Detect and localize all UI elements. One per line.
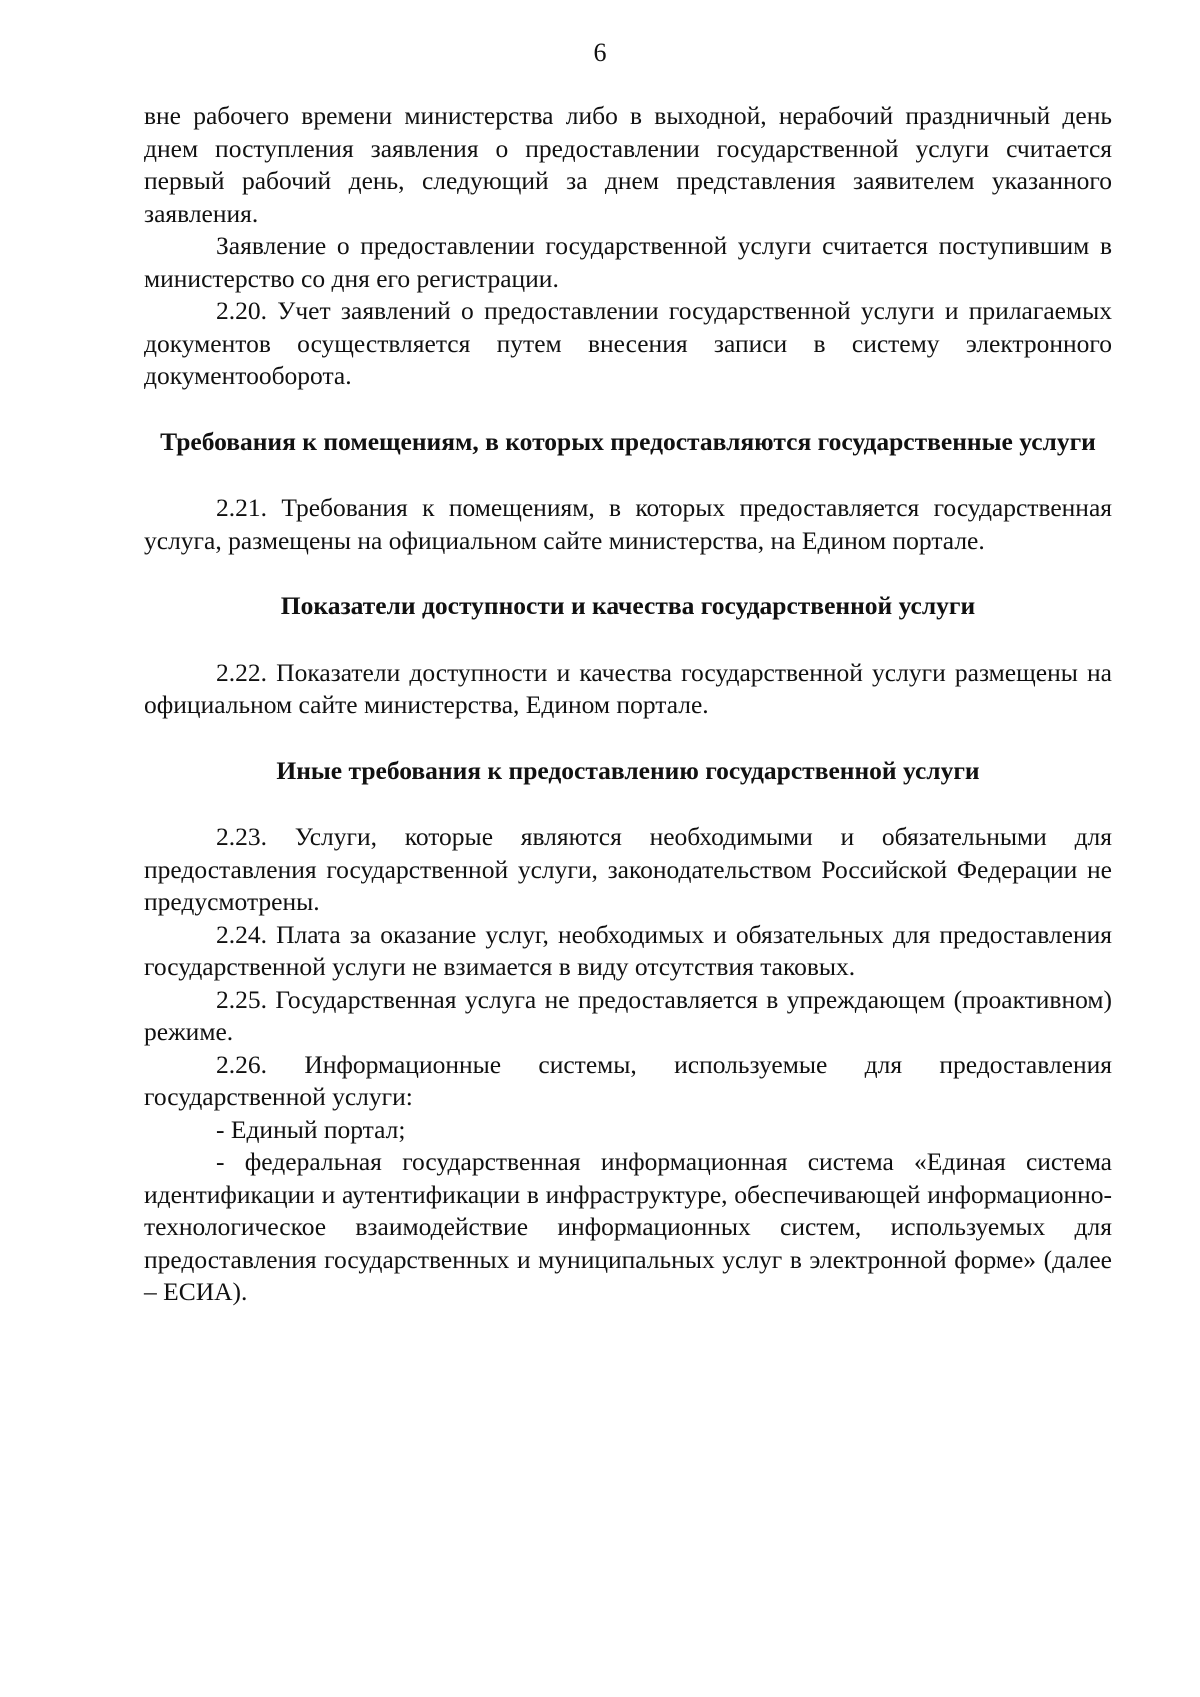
paragraph-2-22: 2.22. Показатели доступности и качества государственной услуги размещены на официальном сайте министерства, Едином портале. [144,657,1112,719]
page-number: 6 [593,38,607,67]
paragraph-2-21: 2.21. Требования к помещениям, в которых предоставляется государственная услуга, размещены на официальном сайте министерства, на Едином портале. [144,493,1112,555]
heading-other-requirements: Иные требования к предоставлению государственной услуги [276,755,980,785]
spacer [144,458,1112,492]
heading-accessibility-indicators: Показатели доступности и качества государственной услуги [280,591,976,620]
list-item-unified-portal: - Единый портал; [216,1114,406,1144]
spacer [144,557,1112,590]
spacer [144,623,1112,657]
paragraph-continuation: вне рабочего времени министерства либо в выходной, нерабочий праздничный день днем поступления заявления о предоставлении государственной услуги считается первый рабочий день, следующий за днем представления заявителем указанного заявления. [144,101,1112,228]
document-body [144,100,1112,1309]
spacer [144,393,1112,426]
paragraph-2-24: 2.24. Плата за оказание услуг, необходимых и обязательных для предоставления государственной услуги не взимается в виду отсутствия таковых. [144,919,1112,981]
paragraph-2-20: 2.20. Учет заявлений о предоставлении государственной услуги и прилагаемых документов осуществляется путем внесения записи в систему электронного документооборота. [144,296,1112,390]
paragraph-2-26: 2.26. Информационные системы, используемые для предоставления государственной услуги: [144,1049,1112,1111]
paragraph-2-25: 2.25. Государственная услуга не предоставляется в упреждающем (проактивном) режиме. [144,984,1112,1046]
spacer [144,787,1112,821]
heading-premises-requirements: Требования к помещениям, в которых предоставляются государственные услуги [160,426,1096,456]
paragraph-application-registration: Заявление о предоставлении государственной услуги считается поступившим в министерство со дня его регистрации. [144,231,1112,293]
spacer [144,722,1112,755]
paragraph-2-23: 2.23. Услуги, которые являются необходимыми и обязательными для предоставления государственной услуги, законодательством Российской Федерации не предусмотрены. [144,822,1112,916]
list-item-esia: - федеральная государственная информационная система «Единая система идентификации и аутентификации в инфраструктуре, обеспечивающей информационно-технологическое взаимодействие информационных систем, используемых для предоставления государственных и муниципальных услуг в электронной форме» (далее – ЕСИА). [144,1147,1112,1306]
